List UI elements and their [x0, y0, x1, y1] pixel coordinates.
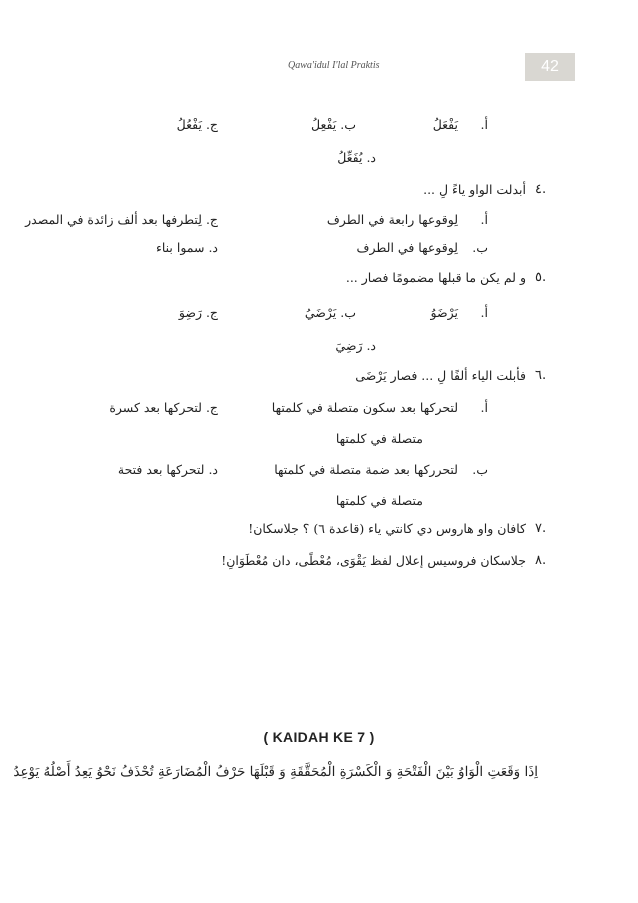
q5-option-b: ب. يَرْضَيُ [304, 305, 356, 320]
q6-option-d: د. لتحركها بعد فتحة [117, 462, 218, 477]
q6-number: ٦. [535, 368, 547, 383]
q6-option-b-label: ب. [472, 462, 488, 477]
q6-option-a: لتحركها بعد سكون متصلة في كلمتها [271, 400, 458, 415]
q6-stem: فأبلت الياء ألفًا لِ ... فصار يَرْضَى [355, 368, 526, 383]
q3-option-a-label: أ. [480, 117, 488, 132]
q4-option-a-label: أ. [480, 212, 488, 227]
q4-stem: أبدلت الواو ياءً لِ ... [423, 182, 526, 197]
q6-option-a-label: أ. [480, 400, 488, 415]
rule-text: اِذَا وَقَعَتِ الْوَاوُ بَيْنَ الْفَتْحَةِ وَ الْكَسْرَةِ الْمُحَقَّقَةِ وَ قَبْلَهَا حَرْفُ الْمُضَارَعَةِ تُحْذَفُ نَحْوُ يَعِدُ أَصْلُهُ يَوْعِدُ [13, 764, 538, 780]
q4-number: ٤. [535, 182, 547, 197]
q6-option-b-continued: متصلة في كلمتها [335, 493, 423, 508]
running-header: Qawa'idul I'lal Praktis [288, 60, 380, 71]
q8-text: جلاسكان فروسيس إعلال لفظ يَقْوَى، مُعْطًى، دان مُعْطَوَانِ! [221, 553, 526, 568]
q5-stem: و لم يكن ما قبلها مضمومًا فصار ... [345, 270, 526, 285]
q6-option-a-continued: متصلة في كلمتها [335, 431, 423, 446]
q5-option-c: ج. رَضِوَ [178, 305, 218, 320]
q5-option-d: د. رَضِيَ [335, 338, 376, 353]
page-number: 42 [525, 53, 575, 81]
q5-option-a: يَرْضَوُ [430, 305, 458, 320]
q4-option-b-label: ب. [472, 240, 488, 255]
q3-option-d: د. يُفَعِّلُ [337, 150, 376, 165]
q3-option-b: ب. يَفْعِلُ [310, 117, 356, 132]
q3-option-a: يَفْعَلُ [432, 117, 458, 132]
q4-option-c: ج. لِتطرفها بعد ألف زائدة في المصدر [25, 212, 218, 227]
q5-option-a-label: أ. [480, 305, 488, 320]
q4-option-d: د. سموا بناء [155, 240, 218, 255]
q6-option-b: لتحرركها بعد ضمة متصلة في كلمتها [274, 462, 458, 477]
q7-number: ٧. [535, 521, 547, 536]
q6-option-c: ج. لتحركها بعد كسرة [109, 400, 218, 415]
section-heading: ( KAIDAH KE 7 ) [263, 729, 375, 745]
q8-number: ٨. [535, 553, 547, 568]
q3-option-c: ج. يَفْعُلُ [176, 117, 218, 132]
q7-text: كافان واو هاروس دي كانتي ياء (قاعدة ٦) ؟ جلاسكان! [248, 521, 526, 536]
q4-option-a: لِوقوعها رابعة في الطرف [326, 212, 458, 227]
q4-option-b: لِوقوعها في الطرف [356, 240, 458, 255]
q5-number: ٥. [535, 270, 547, 285]
